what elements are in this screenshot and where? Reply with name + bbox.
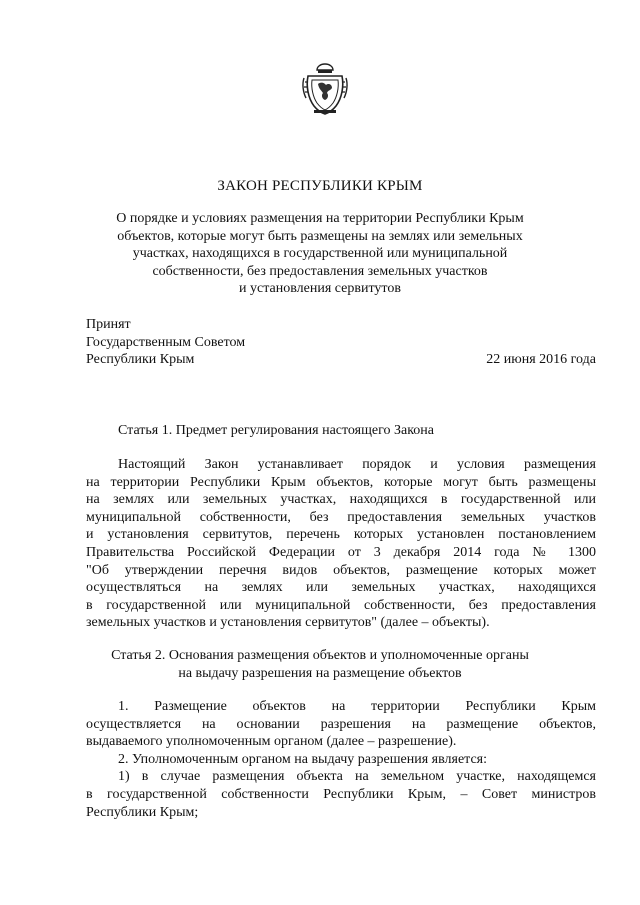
text-line: 1. Размещение объектов на территории Республики Крым <box>118 699 596 714</box>
text-line: земельных участков и установления сервитутов" (далее – объекты). <box>86 615 490 631</box>
text-line: "Об утверждении перечня видов объектов, размещение которых может <box>86 562 596 578</box>
article-1-heading: Статья 1. Предмет регулирования настоящего Закона <box>118 423 435 438</box>
text-line: в государственной или муниципальной собственности, без предоставления <box>86 597 596 613</box>
text-line: на землях или земельных участках, находящихся в государственной или <box>86 492 596 508</box>
adopted-line: Государственным Советом <box>86 334 246 350</box>
text-line: Настоящий Закон устанавливает порядок и условия размещения <box>118 457 596 472</box>
text-line: на территории Республики Крым объектов, которые могут быть размещены <box>86 474 596 490</box>
text-line: 2. Уполномоченным органом на выдачу разрешения является: <box>118 751 487 767</box>
heading-line: Статья 2. Основания размещения объектов и уполномоченные органы <box>111 648 529 663</box>
subtitle-line: О порядке и условиях размещения на территории Республики Крым <box>116 211 524 226</box>
subtitle-line: и установления сервитутов <box>239 281 401 296</box>
adopted-line: Республики Крым <box>86 352 195 367</box>
article-1-paragraph <box>86 456 596 632</box>
law-title: ЗАКОН РЕСПУБЛИКИ КРЫМ <box>217 178 423 194</box>
text-line: выдаваемого уполномоченным органом (далее – разрешение). <box>86 734 457 750</box>
article-2-heading <box>90 647 550 682</box>
text-line: Правительства Российской Федерации от 3 декабря 2014 года № 1300 <box>86 544 596 560</box>
law-subtitle <box>90 210 550 298</box>
article-2-paragraphs <box>86 698 596 821</box>
adopted-line: Принят <box>86 317 131 332</box>
text-line: в государственной собственности Республики Крым, – Совет министров <box>86 786 596 802</box>
adopted-by-block <box>86 316 245 369</box>
subtitle-line: участках, находящихся в государственной или муниципальной <box>132 246 508 261</box>
text-line: осуществляется на основании разрешения на размещение объектов, <box>86 716 596 732</box>
text-line: и установления сервитутов, перечень которых установлен постановлением <box>86 527 596 543</box>
adopted-date: 22 июня 2016 года <box>486 352 596 367</box>
text-line: осуществляться на землях или земельных участках, находящихся <box>86 580 596 596</box>
text-line: муниципальной собственности, без предоставления земельных участков <box>86 509 596 525</box>
heading-line: на выдачу разрешения на размещение объектов <box>178 665 462 681</box>
subtitle-line: объектов, которые могут быть размещены на землях или земельных <box>117 228 523 244</box>
crimea-coat-of-arms-emblem <box>300 62 350 116</box>
text-line: 1) в случае размещения объекта на земельном участке, находящемся <box>118 769 596 785</box>
subtitle-line: собственности, без предоставления земельных участков <box>152 263 488 279</box>
text-line: Республики Крым; <box>86 804 199 820</box>
